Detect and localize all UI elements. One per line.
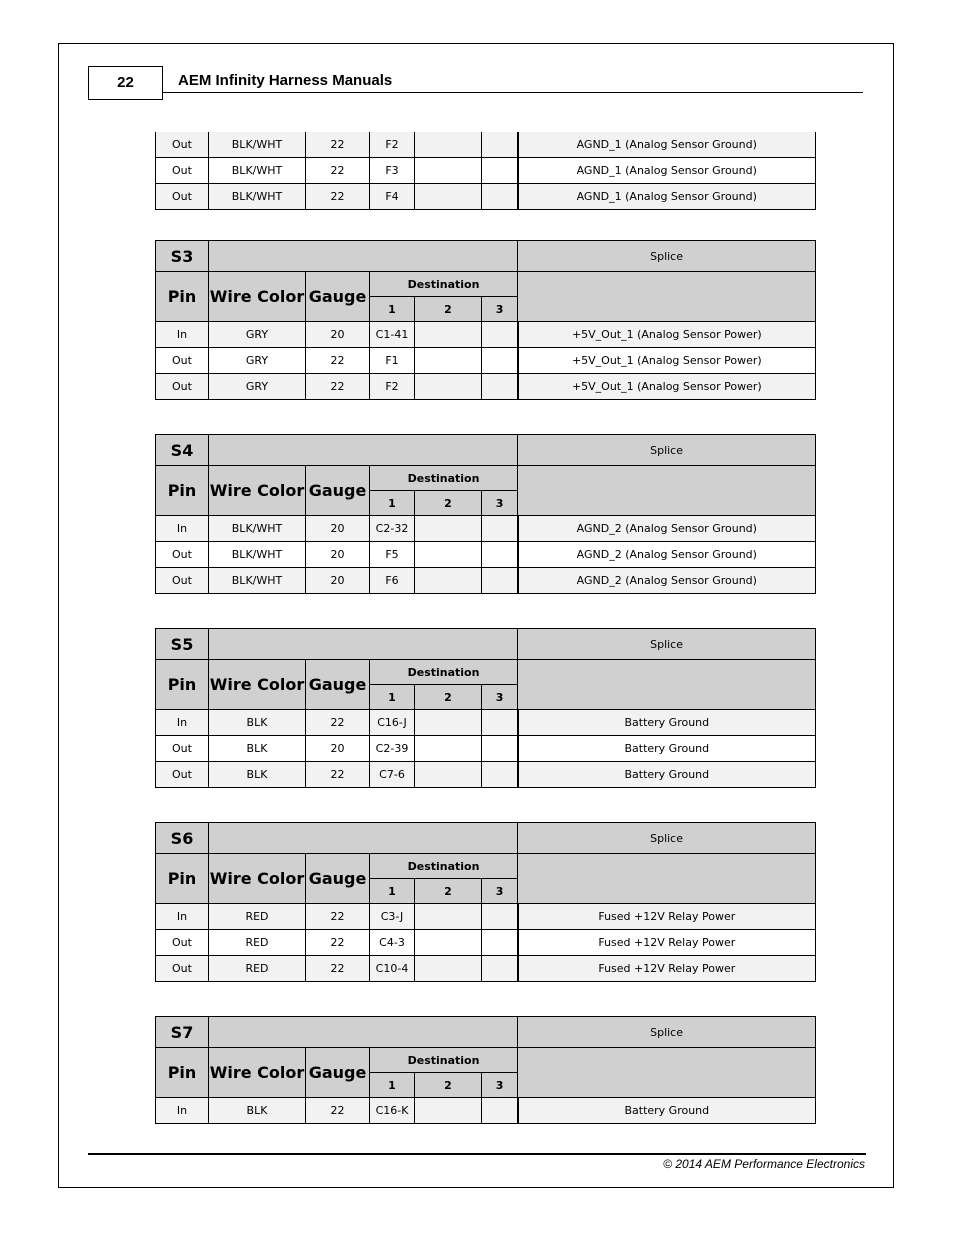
wire-color-cell: BLK/WHT xyxy=(209,184,306,210)
destination-3-cell xyxy=(482,374,518,400)
table-row xyxy=(156,542,816,568)
destination-1-cell: F6 xyxy=(370,568,415,594)
splice-table-s7 xyxy=(155,1016,816,1124)
gauge-cell: 22 xyxy=(306,904,370,930)
pin-cell: In xyxy=(156,710,209,736)
splice-label: Splice xyxy=(518,1017,816,1048)
footer-copyright: © 2014 AEM Performance Electronics xyxy=(663,1157,865,1171)
wire-color-cell: BLK xyxy=(209,1098,306,1124)
destination-header: Destination xyxy=(370,272,518,297)
gauge-cell: 22 xyxy=(306,158,370,184)
splice-name: S7 xyxy=(156,1017,209,1048)
description-cell: +5V_Out_1 (Analog Sensor Power) xyxy=(518,374,816,400)
table-row xyxy=(156,930,816,956)
destination-1-cell: C2-32 xyxy=(370,516,415,542)
pin-cell: In xyxy=(156,516,209,542)
gauge-cell: 20 xyxy=(306,516,370,542)
description-cell: AGND_2 (Analog Sensor Ground) xyxy=(518,542,816,568)
destination-header: Destination xyxy=(370,1048,518,1073)
destination-1-cell: C2-39 xyxy=(370,736,415,762)
pin-cell: Out xyxy=(156,930,209,956)
gauge-cell: 22 xyxy=(306,710,370,736)
wire-color-header: Wire Color xyxy=(209,1048,306,1098)
wire-color-cell: BLK/WHT xyxy=(209,516,306,542)
destination-2-header: 2 xyxy=(415,297,482,322)
destination-1-header: 1 xyxy=(370,1073,415,1098)
wire-color-header: Wire Color xyxy=(209,854,306,904)
gauge-cell: 22 xyxy=(306,762,370,788)
wire-color-cell: GRY xyxy=(209,348,306,374)
pin-cell: Out xyxy=(156,158,209,184)
wire-color-cell: BLK/WHT xyxy=(209,568,306,594)
table-row xyxy=(156,158,816,184)
gauge-cell: 22 xyxy=(306,348,370,374)
footer-rule xyxy=(88,1153,866,1155)
destination-2-header: 2 xyxy=(415,685,482,710)
destination-2-cell xyxy=(415,158,482,184)
wire-color-cell: BLK xyxy=(209,762,306,788)
splice-label: Splice xyxy=(518,629,816,660)
wire-color-cell: GRY xyxy=(209,322,306,348)
wire-color-header: Wire Color xyxy=(209,272,306,322)
splice-header-blank xyxy=(209,823,518,854)
destination-1-cell: C4-3 xyxy=(370,930,415,956)
gauge-cell: 22 xyxy=(306,930,370,956)
description-cell: Battery Ground xyxy=(518,1098,816,1124)
destination-3-header: 3 xyxy=(482,1073,518,1098)
destination-2-cell xyxy=(415,736,482,762)
wire-color-cell: GRY xyxy=(209,374,306,400)
destination-3-cell xyxy=(482,184,518,210)
table-row xyxy=(156,1098,816,1124)
pin-cell: In xyxy=(156,904,209,930)
destination-3-cell xyxy=(482,516,518,542)
document-title: AEM Infinity Harness Manuals xyxy=(178,72,393,89)
destination-3-header: 3 xyxy=(482,297,518,322)
description-cell: AGND_2 (Analog Sensor Ground) xyxy=(518,568,816,594)
destination-2-cell xyxy=(415,930,482,956)
destination-3-cell xyxy=(482,762,518,788)
gauge-header: Gauge xyxy=(306,1048,370,1098)
splice-table-s6 xyxy=(155,822,816,982)
destination-1-cell: C3-J xyxy=(370,904,415,930)
splice-table-s4 xyxy=(155,434,816,594)
continued-splice-table xyxy=(155,132,816,210)
wire-color-cell: BLK xyxy=(209,710,306,736)
destination-2-cell xyxy=(415,374,482,400)
destination-1-cell: F2 xyxy=(370,374,415,400)
page-number: 22 xyxy=(88,66,163,100)
pin-header: Pin xyxy=(156,660,209,710)
description-cell: AGND_1 (Analog Sensor Ground) xyxy=(518,132,816,158)
gauge-header: Gauge xyxy=(306,854,370,904)
destination-1-cell: C7-6 xyxy=(370,762,415,788)
table-row xyxy=(156,568,816,594)
destination-header: Destination xyxy=(370,466,518,491)
description-cell: Fused +12V Relay Power xyxy=(518,930,816,956)
pin-cell: Out xyxy=(156,568,209,594)
destination-header: Destination xyxy=(370,854,518,879)
description-cell: Battery Ground xyxy=(518,762,816,788)
destination-2-cell xyxy=(415,348,482,374)
pin-header: Pin xyxy=(156,466,209,516)
table-row xyxy=(156,322,816,348)
destination-3-cell xyxy=(482,158,518,184)
pin-cell: Out xyxy=(156,348,209,374)
gauge-cell: 22 xyxy=(306,1098,370,1124)
pin-header: Pin xyxy=(156,854,209,904)
splice-label: Splice xyxy=(518,823,816,854)
description-cell: Fused +12V Relay Power xyxy=(518,956,816,982)
destination-2-cell xyxy=(415,516,482,542)
description-header-blank xyxy=(518,1048,816,1098)
splice-header-blank xyxy=(209,629,518,660)
table-row xyxy=(156,184,816,210)
table-row xyxy=(156,904,816,930)
table-row xyxy=(156,348,816,374)
destination-2-cell xyxy=(415,762,482,788)
gauge-cell: 20 xyxy=(306,542,370,568)
description-header-blank xyxy=(518,466,816,516)
destination-3-cell xyxy=(482,930,518,956)
destination-1-cell: F3 xyxy=(370,158,415,184)
table-row xyxy=(156,736,816,762)
table-row xyxy=(156,956,816,982)
splice-header-blank xyxy=(209,435,518,466)
description-header-blank xyxy=(518,660,816,710)
gauge-cell: 22 xyxy=(306,132,370,158)
destination-1-cell: F5 xyxy=(370,542,415,568)
pin-cell: Out xyxy=(156,542,209,568)
destination-1-cell: C1-41 xyxy=(370,322,415,348)
destination-1-cell: F4 xyxy=(370,184,415,210)
destination-2-cell xyxy=(415,1098,482,1124)
splice-name: S3 xyxy=(156,241,209,272)
gauge-cell: 22 xyxy=(306,184,370,210)
destination-2-cell xyxy=(415,710,482,736)
destination-3-cell xyxy=(482,568,518,594)
destination-3-cell xyxy=(482,132,518,158)
destination-2-cell xyxy=(415,568,482,594)
destination-header: Destination xyxy=(370,660,518,685)
pin-header: Pin xyxy=(156,272,209,322)
description-cell: Fused +12V Relay Power xyxy=(518,904,816,930)
wire-color-header: Wire Color xyxy=(209,466,306,516)
pin-cell: Out xyxy=(156,762,209,788)
splice-label: Splice xyxy=(518,435,816,466)
destination-2-cell xyxy=(415,956,482,982)
wire-color-cell: BLK/WHT xyxy=(209,158,306,184)
destination-1-cell: C16-J xyxy=(370,710,415,736)
destination-2-cell xyxy=(415,132,482,158)
gauge-cell: 22 xyxy=(306,956,370,982)
description-cell: +5V_Out_1 (Analog Sensor Power) xyxy=(518,322,816,348)
pin-header: Pin xyxy=(156,1048,209,1098)
wire-color-header: Wire Color xyxy=(209,660,306,710)
destination-3-header: 3 xyxy=(482,491,518,516)
destination-1-header: 1 xyxy=(370,879,415,904)
destination-3-header: 3 xyxy=(482,685,518,710)
wire-color-cell: BLK/WHT xyxy=(209,542,306,568)
wire-color-cell: RED xyxy=(209,930,306,956)
wire-color-cell: BLK/WHT xyxy=(209,132,306,158)
destination-1-cell: C10-4 xyxy=(370,956,415,982)
destination-2-cell xyxy=(415,904,482,930)
table-row xyxy=(156,762,816,788)
splice-header-blank xyxy=(209,241,518,272)
pin-cell: Out xyxy=(156,736,209,762)
gauge-header: Gauge xyxy=(306,466,370,516)
splice-table-s5 xyxy=(155,628,816,788)
pin-cell: Out xyxy=(156,374,209,400)
destination-1-cell: C16-K xyxy=(370,1098,415,1124)
description-cell: Battery Ground xyxy=(518,736,816,762)
destination-2-cell xyxy=(415,542,482,568)
pin-cell: Out xyxy=(156,956,209,982)
table-row xyxy=(156,374,816,400)
splice-name: S4 xyxy=(156,435,209,466)
destination-1-header: 1 xyxy=(370,685,415,710)
destination-3-cell xyxy=(482,542,518,568)
gauge-cell: 20 xyxy=(306,736,370,762)
gauge-header: Gauge xyxy=(306,660,370,710)
pin-cell: In xyxy=(156,322,209,348)
destination-1-header: 1 xyxy=(370,297,415,322)
gauge-cell: 20 xyxy=(306,568,370,594)
splice-name: S5 xyxy=(156,629,209,660)
destination-2-cell xyxy=(415,184,482,210)
destination-2-header: 2 xyxy=(415,879,482,904)
table-row xyxy=(156,132,816,158)
destination-3-cell xyxy=(482,1098,518,1124)
table-row xyxy=(156,710,816,736)
description-cell: AGND_1 (Analog Sensor Ground) xyxy=(518,184,816,210)
table-row xyxy=(156,516,816,542)
splice-table-s3 xyxy=(155,240,816,400)
gauge-header: Gauge xyxy=(306,272,370,322)
description-header-blank xyxy=(518,854,816,904)
gauge-cell: 22 xyxy=(306,374,370,400)
destination-1-cell: F1 xyxy=(370,348,415,374)
pin-cell: Out xyxy=(156,132,209,158)
destination-3-cell xyxy=(482,710,518,736)
pin-cell: Out xyxy=(156,184,209,210)
destination-1-header: 1 xyxy=(370,491,415,516)
destination-3-cell xyxy=(482,904,518,930)
description-cell: Battery Ground xyxy=(518,710,816,736)
description-cell: +5V_Out_1 (Analog Sensor Power) xyxy=(518,348,816,374)
destination-3-header: 3 xyxy=(482,879,518,904)
header-rule xyxy=(163,92,863,93)
description-header-blank xyxy=(518,272,816,322)
description-cell: AGND_1 (Analog Sensor Ground) xyxy=(518,158,816,184)
wire-color-cell: BLK xyxy=(209,736,306,762)
destination-3-cell xyxy=(482,322,518,348)
splice-name: S6 xyxy=(156,823,209,854)
destination-3-cell xyxy=(482,348,518,374)
pin-cell: In xyxy=(156,1098,209,1124)
destination-3-cell xyxy=(482,956,518,982)
destination-2-header: 2 xyxy=(415,491,482,516)
splice-label: Splice xyxy=(518,241,816,272)
destination-2-header: 2 xyxy=(415,1073,482,1098)
description-cell: AGND_2 (Analog Sensor Ground) xyxy=(518,516,816,542)
gauge-cell: 20 xyxy=(306,322,370,348)
splice-header-blank xyxy=(209,1017,518,1048)
destination-3-cell xyxy=(482,736,518,762)
destination-2-cell xyxy=(415,322,482,348)
wire-color-cell: RED xyxy=(209,904,306,930)
destination-1-cell: F2 xyxy=(370,132,415,158)
wire-color-cell: RED xyxy=(209,956,306,982)
